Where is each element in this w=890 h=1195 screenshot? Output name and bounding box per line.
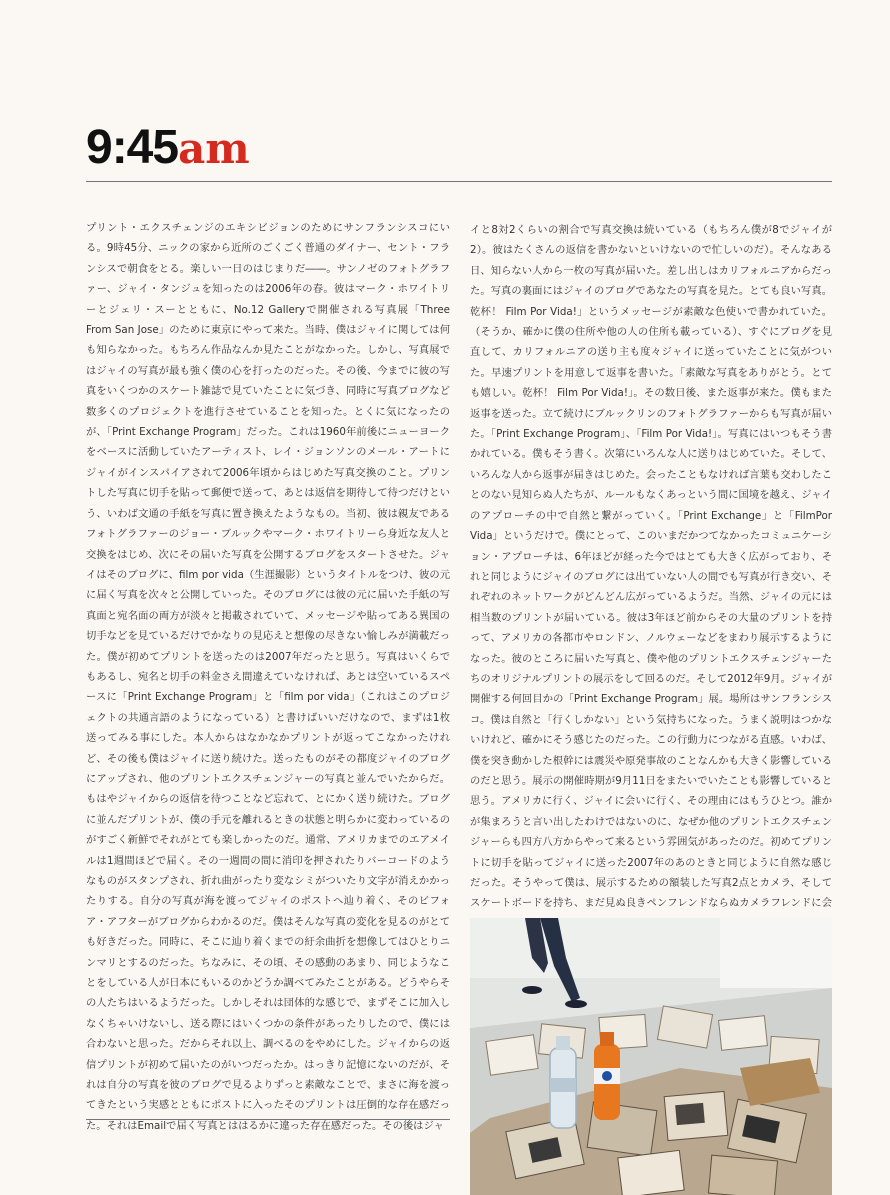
body-column-left — [86, 218, 450, 1136]
exhibition-photo — [470, 918, 832, 1195]
title-time: 9:45 — [86, 121, 179, 174]
body-column-right — [470, 220, 832, 934]
exhibition-photo-illustration — [470, 918, 832, 1195]
bottom-divider — [86, 1119, 450, 1120]
title-ampm: am — [178, 124, 250, 173]
body-text-left: プリント・エクスチェンジのエキシビジョンのためにサンフランシスコにいる。9時45分、ニックの家から近所のごくごく普通のダイナー、セント・フランシスで朝食をとる。楽しい一日のはじまりだ――。サンノゼのフォトグラファー、ジャイ・タンジュを知ったのは2006年の春。彼はマーク・ホワイトリーとジェリ・スーとともに、No.12 Galleryで開催される写真展「Three From San Jose」のために東京にやって来た。当時、僕はジャイに関しては何も知らなかった。もちろん作品なんか見たことがなかった。しかし、写真展ではジャイの写真が最も強く僕の心を打ったのだった。その後、今までに彼の写真をいくつかのスケート雑誌で見ていたことに気づき、同時に写真ブログなど数多くのプロジェクトを進行させていることを知った。とくに気になったのが、「Print Exchange Program」だった。これは1960年前後にニューヨークをベースに活動していたアーティスト、レイ・ジョンソンのメール・アートにジャイがインスパイアされて2006年頃からはじめた写真交換のこと。プリントした写真に切手を貼って郵便で送って、あとは返信を期待して待つだけという、いわば文通の手紙を写真に置き換えたようなもの。当初、彼は親友であるフォトグラファーのジョー・ブルックやマーク・ホワイトリーら身近な友人と交換をはじめ、次にその届いた写真を公開するブログをスタートさせた。ジャイはそのブログに、film por vida（生涯撮影）というタイトルをつけ、彼の元に届く写真を次々と公開していった。そのブログには彼の元に届いた手紙の写真面と宛名面の両方が淡々と掲載されていて、メッセージや貼ってある異国の切手などを見ているだけでかなりの見応えと想像の尽きない愉しみが満載だった。僕が初めてプリントを送ったのは2007年だったと思う。写真はいくらでもあるし、宛名と切手の料金さえ間違えていなければ、あとは空いているスペースに「Print Exchange Program」と「film por vida」（これはこのプロジェクトの共通言語のようになっている）と書けばいいだけなので、まずは1枚送ってみる事にした。本人からはなかなかプリントが返ってこなかったけれど、その後も僕はジャイに送り続けた。送ったものがその都度ジャイのブログにアップされ、他のプリントエクスチェンジャーの写真と並んでいたからだ。もはやジャイからの返信を待つことなど忘れて、とにかく送り続けた。ブログに並んだプリントが、僕の手元を離れるときの状態と明らかに変わっているのがすごく新鮮でそれがとても楽しかったのだ。通常、アメリカまでのエアメイルは1週間ほどで届く。その一週間の間に消印を押されたりバーコードのようなものがスタンプされ、折れ曲がったり変なシミがついたり文字が消えかかったりする。自分の写真が海を渡ってジャイのポストへ辿り着く、そのビフォア・アフターがブログからわかるのだ。僕はそんな写真の変化を見るのがとても好きだった。同時に、そこに辿り着くまでの紆余曲折を想像してはひとりニンマリとするのだった。ちなみに、その頃、その感動のあまり、同じようなことをしている人が日本にもいるのかどうか調べてみたことがある。どうやらその人たちはいるようだった。しかしそれは団体的な感じで、まずそこに加入しなくちゃいけないし、送る際にはいくつかの条件があったりしたので、僕には合わないと思った。だからそれ以上、調べるのをやめにした。ジャイからの返信プリントが初めて届いたのがいつだったか。はっきり記憶にないのだが、それは自分の写真を彼のブログで見るよりずっと素敵なことで、まさに海を渡ってきたという実感とともにポストに入ったそのプリントは圧倒的な存在感だった。それはEmailで届く写真とははるかに違った存在感だった。その後はジャ — [86, 222, 450, 1132]
body-text-right: イと8対2くらいの割合で写真交換は続いている（もちろん僕が8でジャイが2）。彼はたくさんの返信を書かないといけないので忙しいのだ）。そんなある日、知らない人から一枚の写真が届いた。差し出しはカリフォルニアからだった。写真の裏面にはジャイのブログであなたの写真を見た。とても良い写真。乾杯！ Film Por Vida!」というメッセージが素敵な色使いで書かれていた。（そうか、確かに僕の住所や他の人の住所も載っている）、すぐにブログを見直して、カリフォルニアの送り主も度々ジャイに送っていたことに気がついた。早速プリントを用意して返事を書いた。「素敵な写真をありがとう。とても嬉しい。乾杯！ Film Por Vida!」。その数日後、また返事が来た。僕もまた返事を送った。立て続けにブルックリンのフォトグラファーからも写真が届いた。「Print Exchange Program」、「Film Por Vida!」。写真にはいつもそう書かれている。僕もそう書く。次第にいろんな人に送りはじめていた。そして、いろんな人から返事が届きはじめた。会ったこともなければ言葉も交わしたことのない見知らぬ人たちが、ルールもなくあっという間に国境を越え、ジャイのアプローチの中で自然と繋がっていく。「Print Exchange」と「FilmPor Vida」というだけで。僕にとって、このいまだかつてなかったコミュニケーション・アプローチは、6年ほどが経った今ではとても大きく広がっており、それと同じようにジャイのブログには出ていない人の間でも写真が行き交い、それぞれのネットワークがどんどん広がっているようだ。当然、ジャイの元には相当数のプリントが届いている。彼は3年ほど前からその大量のプリントを持って、アメリカの各都市やロンドン、ノルウェーなどをまわり展示するようになった。彼のところに届いた写真と、僕や他のプリントエクスチェンジャーたちのオリジナルプリントの展示をして回るのだ。そして2012年9月。ジャイが開催する何回目かの「Print Exchange Program」展。場所はサンフランシスコ。僕は自然と「行くしかない」という気持ちになった。うまく説明はつかないけれど、確かにそう感じたのだった。この行動力につながる直感。いわば、僕を突き動かした根幹には震災や原発事故のことなんかも大きく影響しているのだと思う。展示の開催時期が9月11日をまたいでいたことも影響していると思う。アメリカに行く、ジャイに会いに行く、その理由にはもうひとつ。誰かが集まろうと言い出したわけではないのに、なぜか他のプリントエクスチェンジャーらも四方八方からやって来るという雰囲気があったのだ。初めてプリントに切手を貼ってジャイに送った2007年のあのときと同じように自然な感じだった。そうやって僕は、展示するための額装した写真2点とカメラ、そしてスケートボードを持ち、まだ見ぬ良きペンフレンドならぬカメラフレンドに会 — [470, 224, 832, 910]
page-title — [86, 121, 250, 174]
top-divider — [86, 181, 832, 182]
